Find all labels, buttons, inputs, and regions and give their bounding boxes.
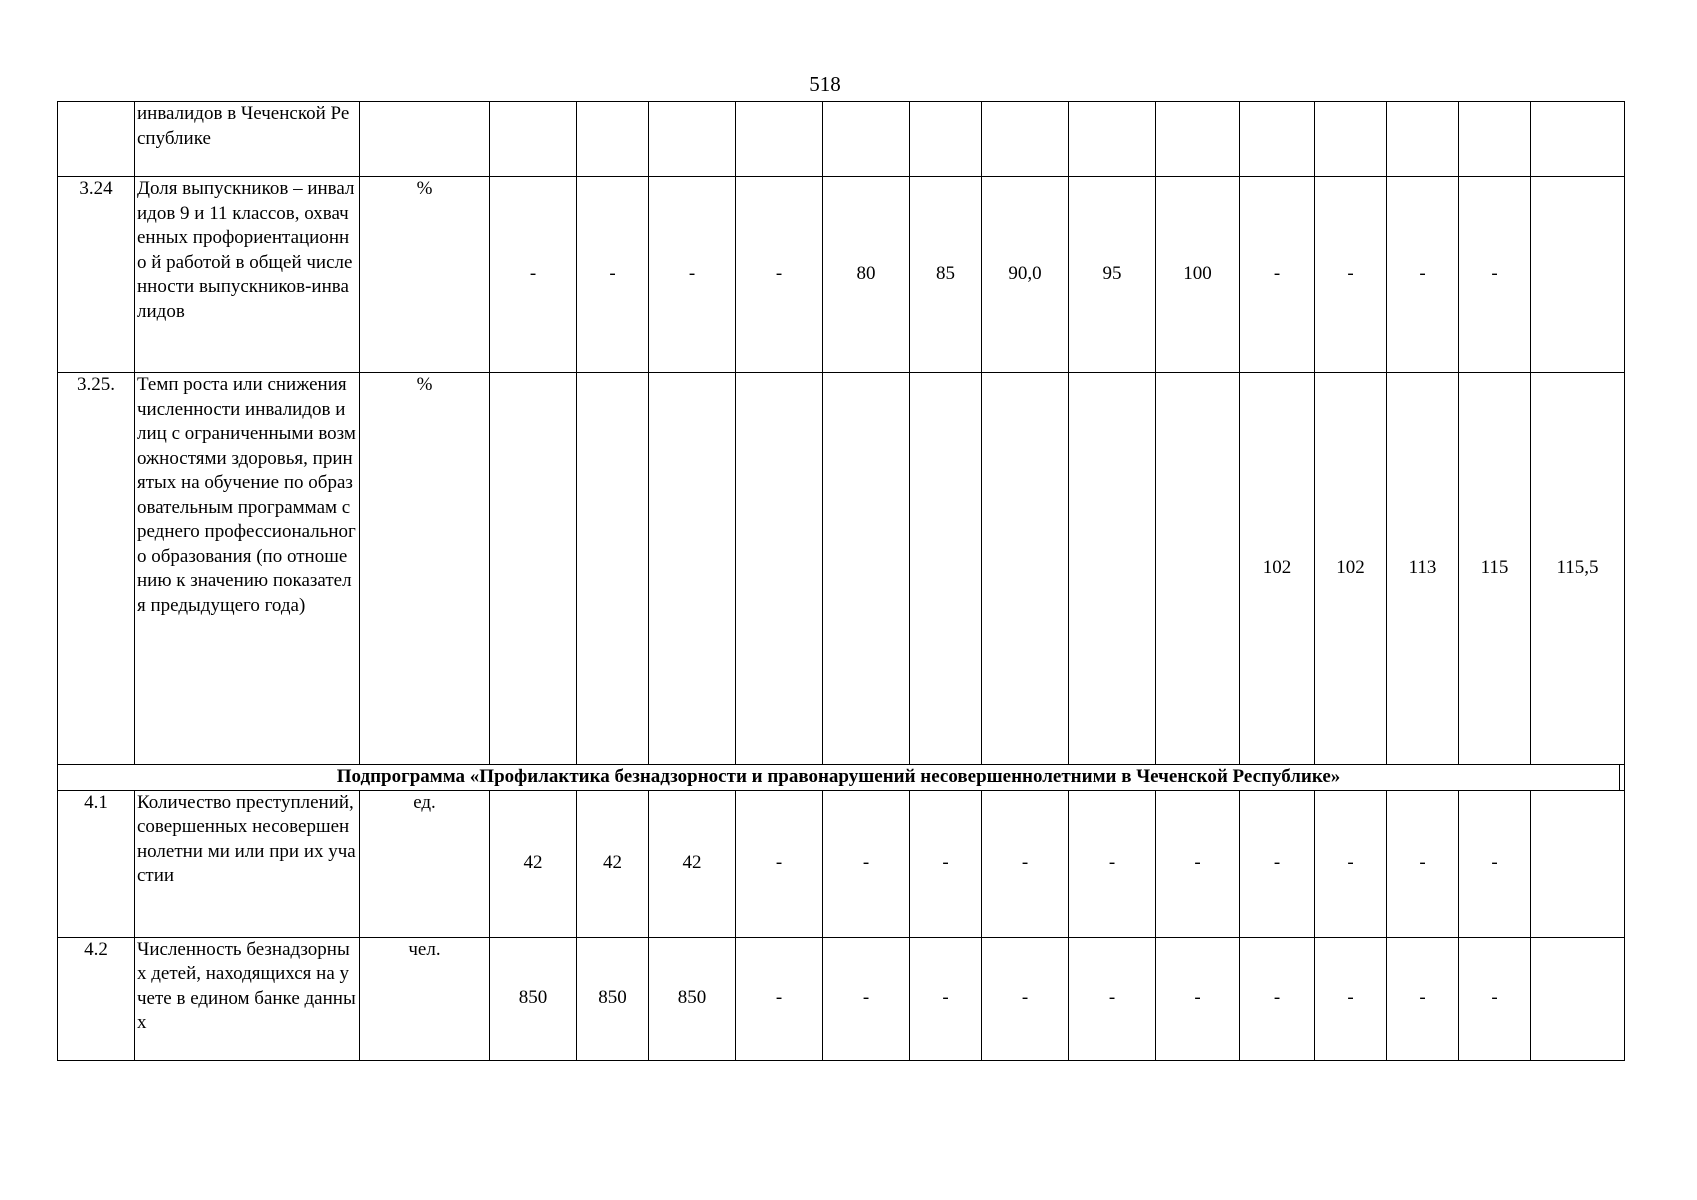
indicators-table <box>57 101 1625 1061</box>
row-number <box>58 102 135 177</box>
row-number: 3.25. <box>58 373 135 765</box>
unit-cell: чел. <box>360 937 490 1060</box>
value-cell <box>1531 937 1625 1060</box>
value-cell: 80 <box>823 177 910 373</box>
value-cell <box>823 373 910 765</box>
unit-cell <box>360 102 490 177</box>
row-number: 4.2 <box>58 937 135 1060</box>
indicator-name: Количество преступлений, совершенных несовершеннолетни ми или при их участии <box>135 790 360 937</box>
value-cell <box>577 102 649 177</box>
value-cell: - <box>1387 937 1459 1060</box>
value-cell <box>736 373 823 765</box>
value-cell: - <box>910 790 982 937</box>
value-cell: - <box>1315 790 1387 937</box>
unit-cell: % <box>360 373 490 765</box>
value-cell: 42 <box>490 790 577 937</box>
value-cell: 102 <box>1240 373 1315 765</box>
subprogram-title: Подпрограмма «Профилактика безнадзорности и правонарушений несовершеннолетними в Чеченской Республике» <box>58 765 1620 791</box>
value-cell: - <box>1069 937 1156 1060</box>
value-cell: 42 <box>649 790 736 937</box>
value-cell: - <box>1315 937 1387 1060</box>
value-cell: - <box>1459 790 1531 937</box>
row-number: 4.1 <box>58 790 135 937</box>
value-cell <box>577 373 649 765</box>
value-cell <box>649 102 736 177</box>
indicator-name: инвалидов в Чеченской Республике <box>135 102 360 177</box>
value-cell <box>1156 102 1240 177</box>
value-cell: - <box>910 937 982 1060</box>
value-cell: 95 <box>1069 177 1156 373</box>
value-cell: - <box>1315 177 1387 373</box>
value-cell: 115 <box>1459 373 1531 765</box>
value-cell: - <box>823 790 910 937</box>
value-cell: 850 <box>490 937 577 1060</box>
value-cell: 102 <box>1315 373 1387 765</box>
value-cell <box>910 102 982 177</box>
value-cell <box>1069 373 1156 765</box>
unit-cell: ед. <box>360 790 490 937</box>
value-cell: 113 <box>1387 373 1459 765</box>
value-cell <box>982 102 1069 177</box>
table-row <box>58 102 1625 177</box>
value-cell: - <box>982 790 1069 937</box>
value-cell: 85 <box>910 177 982 373</box>
value-cell <box>490 373 577 765</box>
value-cell: 42 <box>577 790 649 937</box>
value-cell: - <box>736 937 823 1060</box>
value-cell: - <box>1156 937 1240 1060</box>
value-cell <box>1315 102 1387 177</box>
value-cell: - <box>1156 790 1240 937</box>
value-cell <box>1069 102 1156 177</box>
indicator-name: Доля выпускников – инвалидов 9 и 11 классов, охваченных профориентационно й работой в общей численности выпускников-инвалидов <box>135 177 360 373</box>
value-cell: - <box>1387 790 1459 937</box>
value-cell <box>1156 373 1240 765</box>
value-cell <box>1240 102 1315 177</box>
table-row <box>58 177 1625 373</box>
value-cell: - <box>736 790 823 937</box>
value-cell <box>649 373 736 765</box>
value-cell: - <box>1240 177 1315 373</box>
row-number: 3.24 <box>58 177 135 373</box>
value-cell <box>1531 177 1625 373</box>
value-cell: 850 <box>577 937 649 1060</box>
value-cell: - <box>1459 177 1531 373</box>
indicator-name: Численность безнадзорных детей, находящихся на учете в едином банке данных <box>135 937 360 1060</box>
value-cell <box>910 373 982 765</box>
value-cell <box>982 373 1069 765</box>
table-row <box>58 790 1625 937</box>
value-cell <box>490 102 577 177</box>
unit-cell: % <box>360 177 490 373</box>
value-cell <box>1531 790 1625 937</box>
indicator-name: Темп роста или снижения численности инвалидов и лиц с ограниченными возможностями здоровья, принятых на обучение по образовательным программам среднего профессионального образования (по отношению к значению показателя предыдущего года) <box>135 373 360 765</box>
value-cell <box>1387 102 1459 177</box>
value-cell: - <box>1069 790 1156 937</box>
value-cell: 90,0 <box>982 177 1069 373</box>
section-row <box>58 765 1625 791</box>
section-spacer-cell <box>1620 765 1625 791</box>
value-cell <box>823 102 910 177</box>
value-cell: - <box>1240 790 1315 937</box>
value-cell <box>1459 102 1531 177</box>
value-cell: - <box>823 937 910 1060</box>
value-cell: - <box>490 177 577 373</box>
value-cell: - <box>649 177 736 373</box>
value-cell: - <box>982 937 1069 1060</box>
value-cell: - <box>1459 937 1531 1060</box>
value-cell <box>736 102 823 177</box>
value-cell: - <box>1240 937 1315 1060</box>
value-cell: - <box>577 177 649 373</box>
value-cell: - <box>736 177 823 373</box>
value-cell: - <box>1387 177 1459 373</box>
page-number: 518 <box>809 72 841 96</box>
value-cell: 115,5 <box>1531 373 1625 765</box>
value-cell <box>1531 102 1625 177</box>
value-cell: 850 <box>649 937 736 1060</box>
value-cell: 100 <box>1156 177 1240 373</box>
table-row <box>58 937 1625 1060</box>
table-row <box>58 373 1625 765</box>
